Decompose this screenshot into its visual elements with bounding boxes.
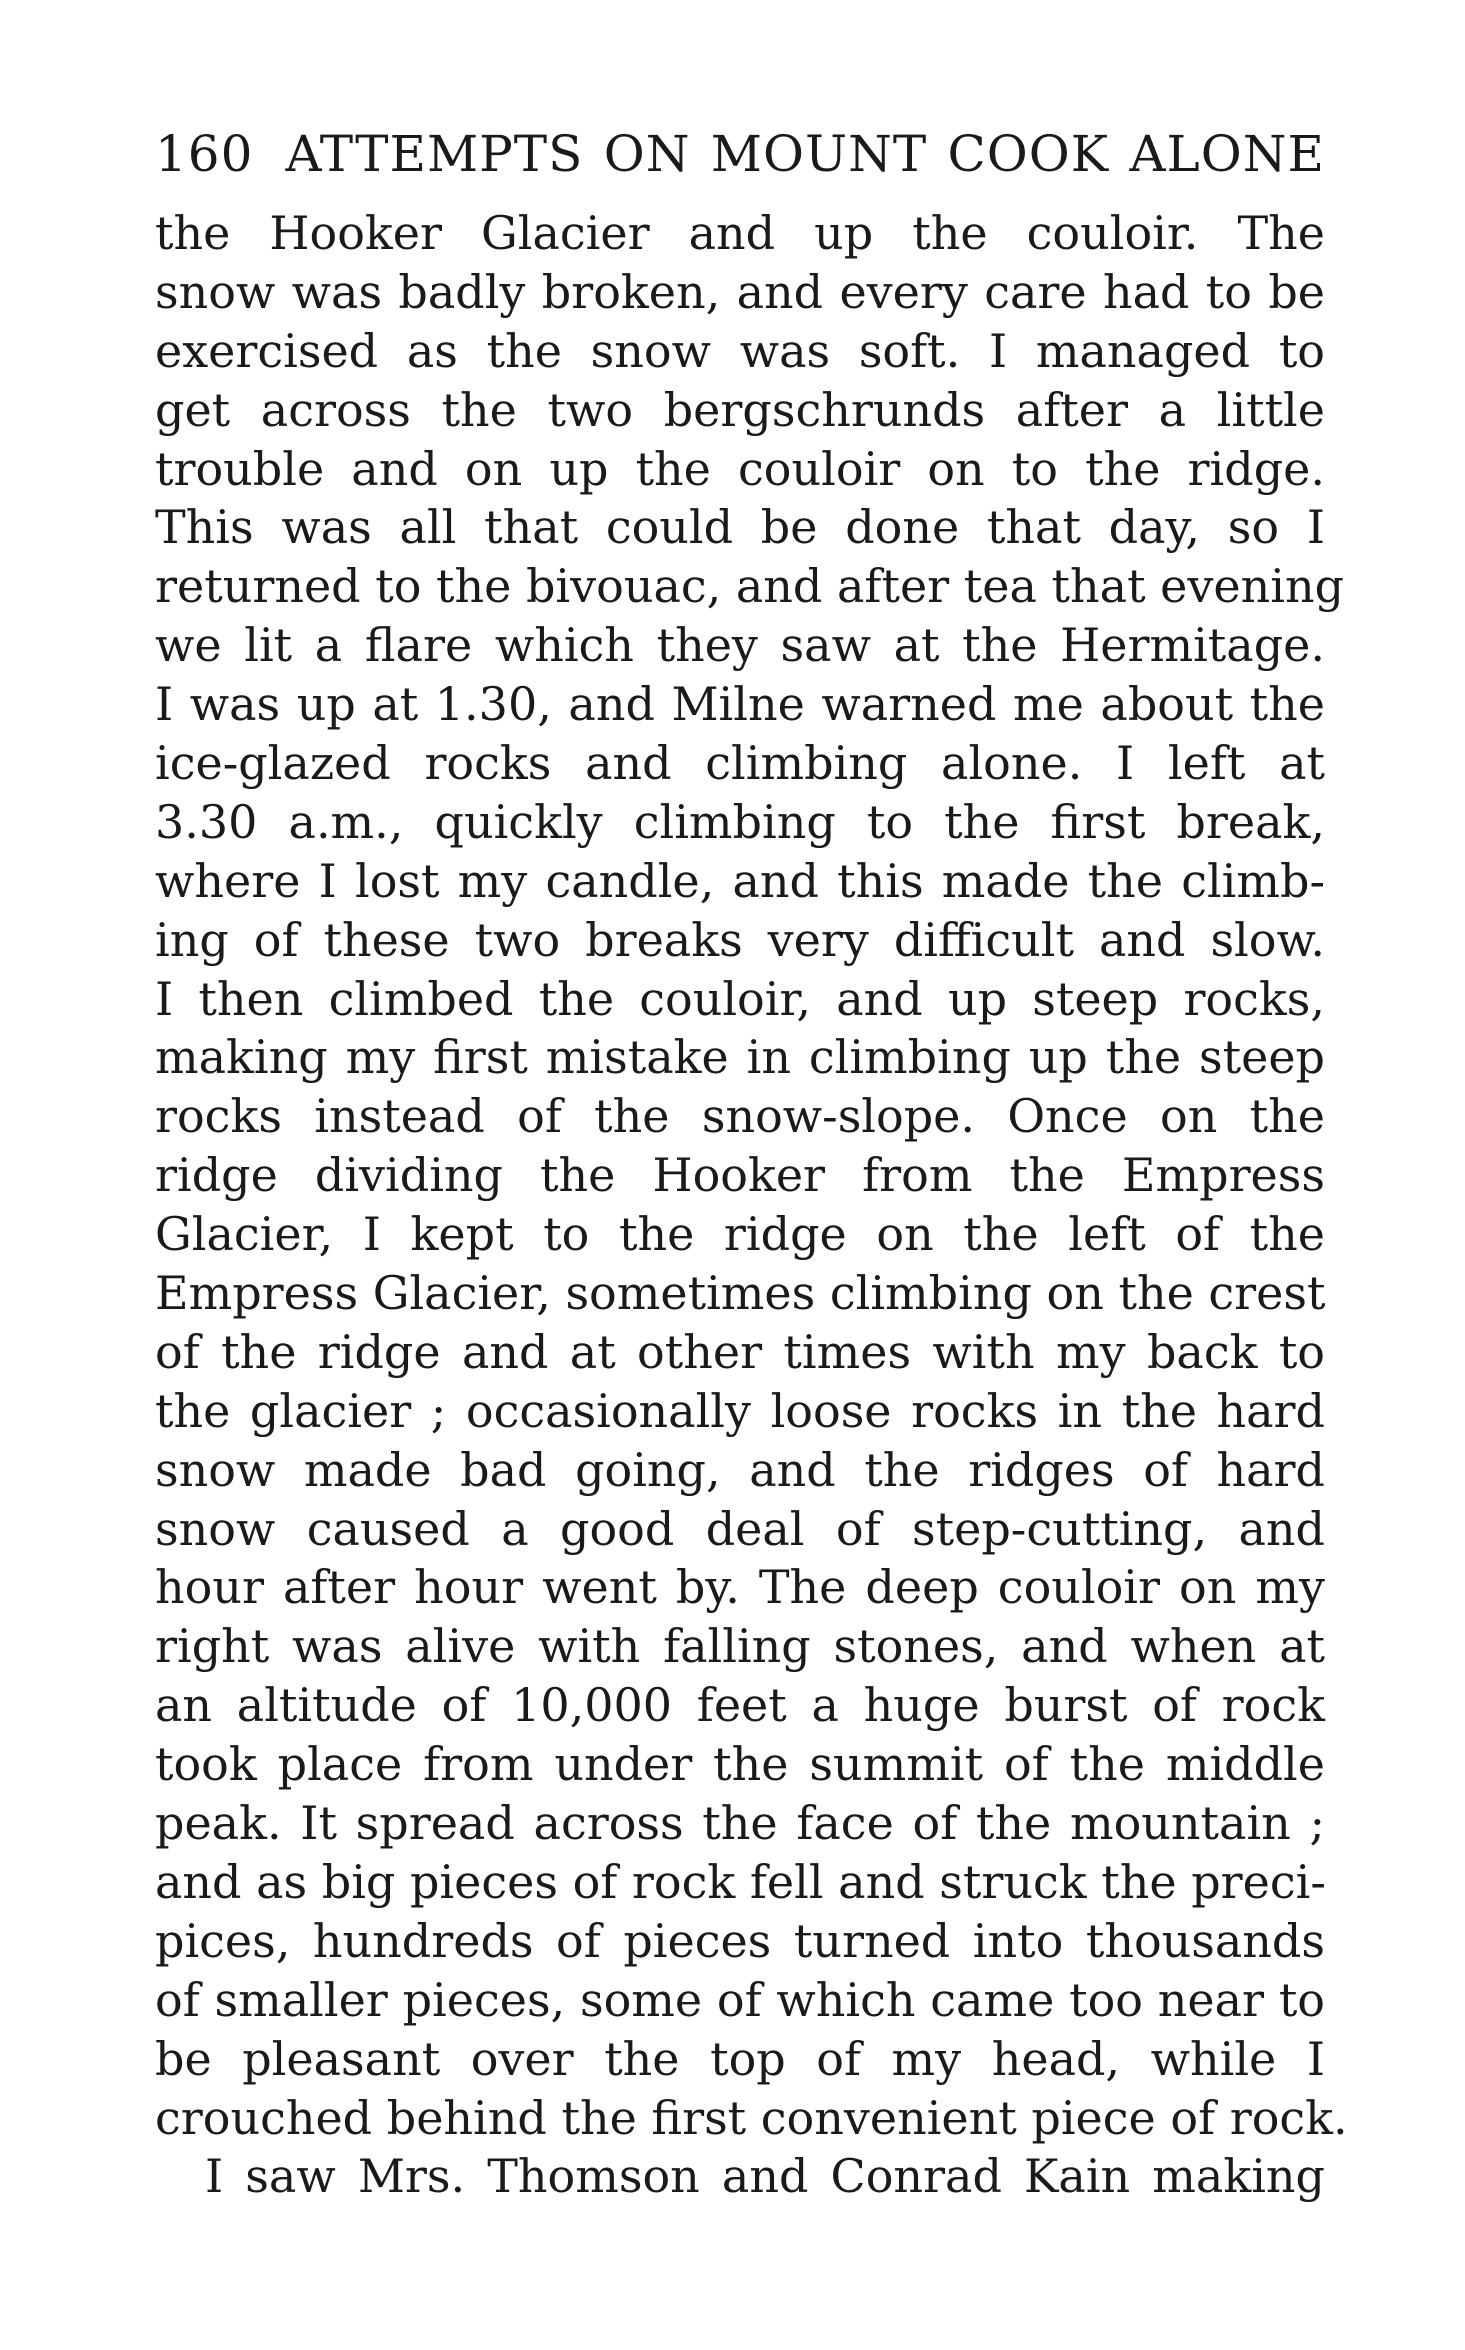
text-line: making my first mistake in climbing up the steep: [155, 1030, 1325, 1085]
text-line: snow was badly broken, and every care had to be: [155, 264, 1325, 319]
text-line: be pleasant over the top of my head, while I: [155, 2031, 1325, 2086]
body-text: [155, 204, 1348, 2206]
text-line: ridge dividing the Hooker from the Empress: [155, 1148, 1325, 1203]
text-line: and as big pieces of rock fell and struck the preci-: [155, 1854, 1326, 1909]
paragraph-start-line: I saw Mrs. Thomson and Conrad Kain making: [205, 2149, 1325, 2204]
text-line: I was up at 1.30, and Milne warned me about the: [155, 677, 1325, 732]
text-line: rocks instead of the snow-slope. Once on the: [155, 1089, 1325, 1144]
text-line: ing of these two breaks very difficult and slow.: [155, 912, 1325, 967]
text-line: 3.30 a.m., quickly climbing to the first break,: [155, 794, 1325, 849]
text-line: where I lost my candle, and this made the climb-: [155, 853, 1325, 908]
page-number: 160: [155, 125, 254, 183]
running-head: [155, 124, 1325, 184]
text-line: took place from under the summit of the middle: [155, 1737, 1325, 1792]
text-line: hour after hour went by. The deep couloir on my: [155, 1560, 1325, 1615]
text-line: exercised as the snow was soft. I managed to: [155, 323, 1325, 378]
text-line: of the ridge and at other times with my back to: [155, 1324, 1325, 1379]
text-line: pices, hundreds of pieces turned into thousands: [155, 1913, 1325, 1968]
text-line: we lit a flare which they saw at the Hermitage.: [155, 618, 1325, 673]
text-line: I then climbed the couloir, and up steep rocks,: [155, 971, 1325, 1026]
text-line: Glacier, I kept to the ridge on the left of the: [155, 1207, 1325, 1262]
text-line: get across the two bergschrunds after a little: [155, 382, 1325, 437]
text-line: the glacier ; occasionally loose rocks in the hard: [155, 1383, 1325, 1438]
text-line: Empress Glacier, sometimes climbing on the crest: [155, 1266, 1326, 1321]
text-line: peak. It spread across the face of the mountain ;: [155, 1796, 1325, 1851]
text-line: the Hooker Glacier and up the couloir. The: [155, 206, 1325, 260]
text-line: of smaller pieces, some of which came too near to: [155, 1972, 1325, 2027]
text-line: right was alive with falling stones, and when at: [155, 1619, 1325, 1674]
text-line: an altitude of 10,000 feet a huge burst of rock: [155, 1678, 1325, 1733]
text-line: returned to the bivouac, and after tea that evening: [155, 559, 1345, 614]
text-line: snow caused a good deal of step-cutting, and: [155, 1501, 1325, 1556]
text-line: This was all that could be done that day, so I: [155, 500, 1325, 555]
text-line: ice-glazed rocks and climbing alone. I left at: [155, 736, 1325, 791]
text-line: crouched behind the first convenient piece of rock.: [155, 2090, 1348, 2145]
text-line: snow made bad going, and the ridges of hard: [155, 1442, 1325, 1497]
running-title: ATTEMPTS ON MOUNT COOK ALONE: [285, 125, 1325, 183]
text-line: trouble and on up the couloir on to the ridge.: [155, 441, 1325, 496]
